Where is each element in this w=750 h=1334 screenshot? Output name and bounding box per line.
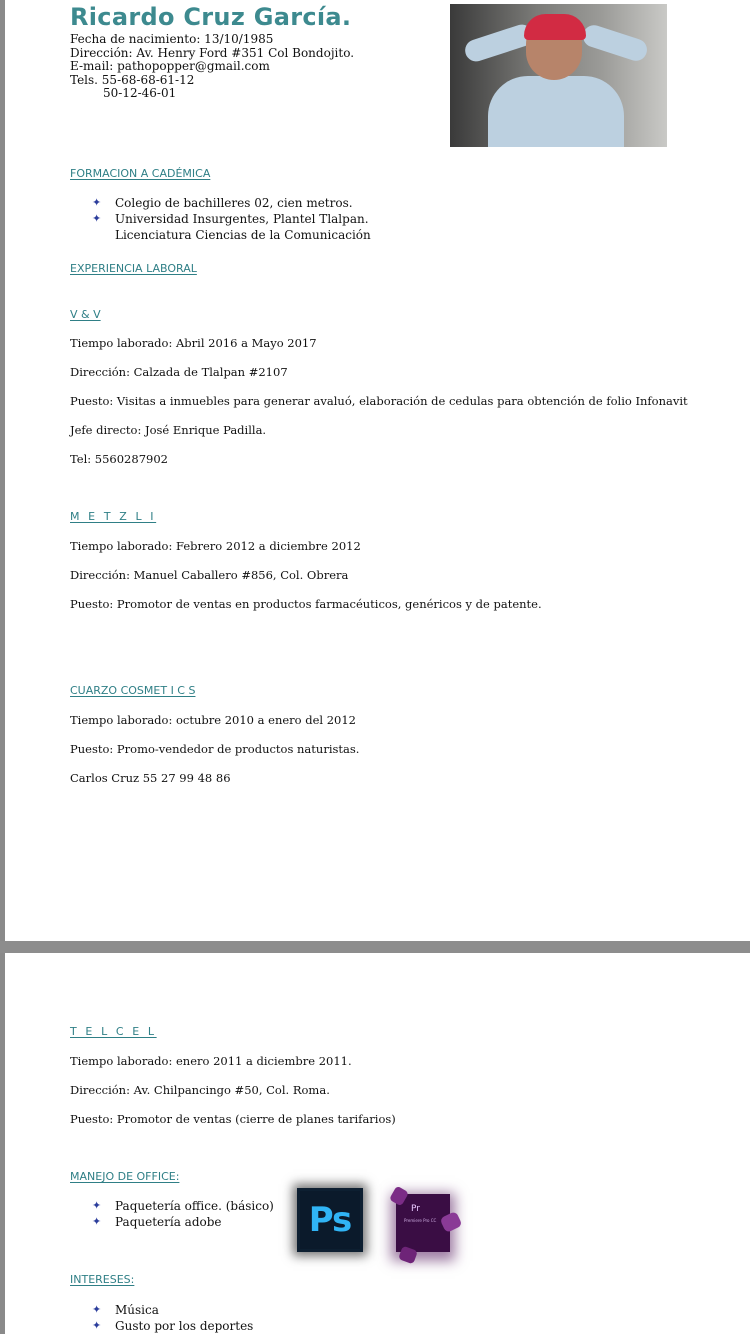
- page-break: [0, 941, 750, 953]
- job-position: Puesto: Visitas a inmuebles para generar avaluó, elaboración de cedulas para obtención de folio Infonavit: [70, 394, 688, 408]
- bullet-icon: ✦: [92, 1303, 102, 1316]
- list-item: ✦ Paquetería office. (básico): [92, 1199, 274, 1213]
- list-item: ✦ Paquetería adobe: [92, 1215, 222, 1229]
- job-reference: Carlos Cruz 55 27 99 48 86: [70, 771, 231, 785]
- email: E-mail: pathopopper@gmail.com: [70, 59, 270, 73]
- address: Dirección: Av. Henry Ford #351 Col Bondojito.: [70, 45, 355, 60]
- interests-list: [92, 1302, 253, 1334]
- job-time: Tiempo laborado: enero 2011 a diciembre 2011.: [70, 1054, 352, 1068]
- profile-photo: [450, 4, 667, 147]
- candidate-name: Ricardo Cruz García.: [70, 3, 352, 31]
- phone-primary: Tels. 55-68-68-61-12: [70, 72, 195, 87]
- job-boss: Jefe directo: José Enrique Padilla.: [70, 423, 267, 437]
- list-item: ✦ Colegio de bachilleres 02, cien metros.: [92, 196, 353, 210]
- experience-heading: EXPERIENCIA LABORAL: [70, 262, 197, 275]
- list-item-continuation: Licenciatura Ciencias de la Comunicación: [115, 228, 371, 242]
- phone-secondary: 50-12-46-01: [103, 86, 177, 100]
- photoshop-icon: Ps: [297, 1188, 363, 1252]
- bullet-icon: ✦: [92, 1215, 102, 1228]
- interests-heading: INTERESES:: [70, 1273, 135, 1286]
- bullet-icon: ✦: [92, 1319, 102, 1332]
- education-heading: FORMACION A CADÉMICA: [70, 167, 211, 180]
- list-item: ✦ Música: [92, 1303, 159, 1317]
- contact-block: [70, 33, 354, 101]
- bullet-icon: ✦: [92, 196, 102, 209]
- job-address: Dirección: Calzada de Tlalpan #2107: [70, 365, 288, 379]
- birth-date: Fecha de nacimiento: 13/10/1985: [70, 32, 274, 46]
- bullet-icon: ✦: [92, 1199, 102, 1212]
- premiere-icon: [396, 1194, 450, 1252]
- job-time: Tiempo laborado: Febrero 2012 a diciembre 2012: [70, 539, 361, 553]
- premiere-label: Pr: [411, 1204, 420, 1214]
- job-time: Tiempo laborado: Abril 2016 a Mayo 2017: [70, 336, 317, 350]
- photo-shirt: [488, 76, 624, 147]
- bullet-icon: ✦: [92, 212, 102, 225]
- photo-cap: [524, 14, 586, 40]
- list-item: ✦ Universidad Insurgentes, Plantel Tlalpan.: [92, 212, 369, 226]
- job-company: V & V: [70, 308, 101, 321]
- list-item: ✦ Gusto por los deportes: [92, 1319, 254, 1333]
- job-address: Dirección: Av. Chilpancingo #50, Col. Roma.: [70, 1083, 330, 1097]
- education-list: [92, 195, 371, 243]
- job-address: Dirección: Manuel Caballero #856, Col. Obrera: [70, 568, 349, 582]
- job-company: T E L C E L: [70, 1025, 157, 1038]
- page-left-border: [0, 0, 5, 1334]
- job-company: M E T Z L I: [70, 510, 157, 523]
- job-position: Puesto: Promotor de ventas en productos farmacéuticos, genéricos y de patente.: [70, 597, 542, 611]
- job-position: Puesto: Promotor de ventas (cierre de planes tarifarios): [70, 1112, 396, 1126]
- office-list: [92, 1198, 274, 1230]
- photo-arm-right: [580, 22, 650, 63]
- job-tel: Tel: 5560287902: [70, 452, 168, 466]
- job-position: Puesto: Promo-vendedor de productos naturistas.: [70, 742, 360, 756]
- office-heading: MANEJO DE OFFICE:: [70, 1170, 180, 1183]
- job-company: CUARZO COSMET I C S: [70, 684, 196, 697]
- premiere-sublabel: Premiere Pro CC: [404, 1218, 437, 1223]
- job-time: Tiempo laborado: octubre 2010 a enero del 2012: [70, 713, 356, 727]
